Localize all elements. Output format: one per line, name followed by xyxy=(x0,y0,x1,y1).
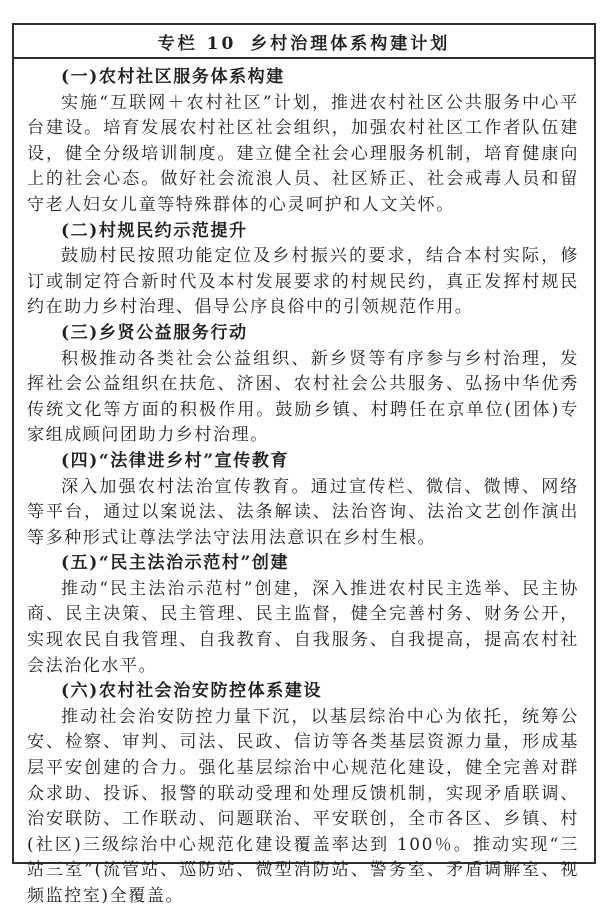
section-paragraph: 推动社会治安防控力量下沉，以基层综治中心为依托，统筹公安、检察、审判、司法、民政、信访等各类基层资源力量，形成基层平安创建的合力。强化基层综治中心规范化建设，健全完善对群众求助、投诉、报警的联动受理和处理反馈机制，实现矛盾联调、治安联防、工作联动、问题联治、平安联创，全市各区、乡镇、村(社区)三级综治中心规范化建设覆盖率达到 100％。推动实现“三站三室”(流管站、巡防站、微型消防站、警务室、矛盾调解室、视频监控室)全覆盖。 xyxy=(27,706,579,906)
column-title-text: 乡村治理体系构建计划 xyxy=(250,33,451,54)
section-heading: (二)村规民约示范提升 xyxy=(61,220,248,241)
column-title-label: 专栏 10 xyxy=(157,33,237,54)
section-paragraph: 推动“民主法治示范村”创建，深入推进农村民主选举、民主协商、民主决策、民主管理、民主监督，健全完善村务、财务公开，实现农民自我管理、自我教育、自我服务、自我提高，提高农村社会法治化水平。 xyxy=(27,578,579,676)
panel-body xyxy=(14,59,594,910)
section-heading: (三)乡贤公益服务行动 xyxy=(61,322,248,343)
section-paragraph: 积极推动各类社会公益组织、新乡贤等有序参与乡村治理，发挥社会公益组织在扶危、济困、农村社会公共服务、弘扬中华优秀传统文化等方面的积极作用。鼓励乡镇、村聘任在京单位(团体)专家组成顾问团助力乡村治理。 xyxy=(27,348,579,446)
section-heading: (五)“民主法治示范村”创建 xyxy=(61,553,290,574)
section-heading: (六)农村社会治安防控体系建设 xyxy=(61,681,323,702)
section-heading: (一)农村社区服务体系构建 xyxy=(61,67,285,87)
section-heading: (四)“法律进乡村”宣传教育 xyxy=(61,450,290,471)
column-title xyxy=(14,25,594,59)
column-box xyxy=(12,23,596,906)
section-paragraph: 实施“互联网＋农村社区”计划，推进农村社区公共服务中心平台建设。培育发展农村社区社会组织，加强农村社区工作者队伍建设，健全分级培训制度。建立健全社会心理服务机制，培育健康向上的社会心态。做好社会流浪人员、社区矫正、社会戒毒人员和留守老人妇女儿童等特殊群体的心灵呵护和人文关怀。 xyxy=(27,92,579,215)
section-paragraph: 鼓励村民按照功能定位及乡村振兴的要求，结合本村实际，修订或制定符合新时代及本村发展要求的村规民约，真正发挥村规民约在助力乡村治理、倡导公序良俗中的引领规范作用。 xyxy=(27,246,579,318)
section-paragraph: 深入加强农村法治宣传教育。通过宣传栏、微信、微博、网络等平台，通过以案说法、法条解读、法治咨询、法治文艺创作演出等多种形式让尊法学法守法用法意识在乡村生根。 xyxy=(27,476,579,548)
